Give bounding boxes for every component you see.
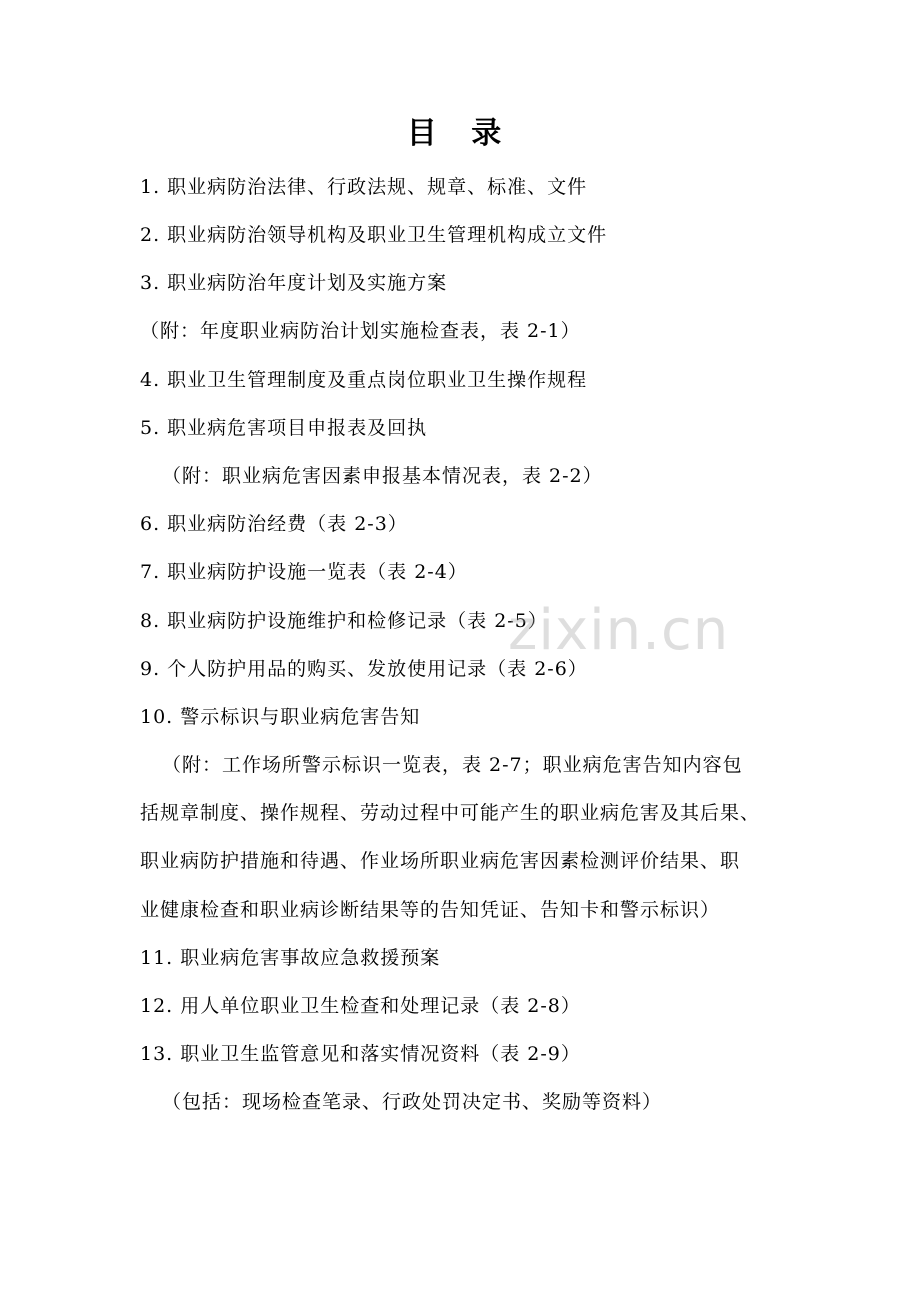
watermark: zixin.cn	[508, 598, 730, 663]
toc-item-10-note-line-2: 括规章制度、操作规程、劳动过程中可能产生的职业病危害及其后果、	[140, 802, 761, 824]
toc-item-12: 12. 用人单位职业卫生检查和处理记录（表 2-8）	[140, 995, 581, 1017]
toc-item-11: 11. 职业病危害事故应急救援预案	[140, 947, 441, 969]
toc-item-9: 9. 个人防护用品的购买、发放使用记录（表 2-6）	[140, 658, 588, 680]
toc-item-5: 5. 职业病危害项目申报表及回执	[140, 417, 428, 439]
toc-item-4: 4. 职业卫生管理制度及重点岗位职业卫生操作规程	[140, 369, 588, 391]
toc-item-3: 3. 职业病防治年度计划及实施方案	[140, 272, 448, 294]
toc-item-5-note: （附：职业病危害因素申报基本情况表，表 2-2）	[162, 465, 603, 487]
toc-item-3-note: （附：年度职业病防治计划实施检查表，表 2-1）	[140, 320, 581, 342]
toc-item-6: 6. 职业病防治经费（表 2-3）	[140, 513, 408, 535]
toc-item-10-note-line-3: 职业病防护措施和待遇、作业场所职业病危害因素检测评价结果、职	[140, 850, 741, 872]
toc-item-10: 10. 警示标识与职业病危害告知	[140, 706, 421, 728]
page-title: 目 录	[406, 116, 514, 151]
toc-item-13: 13. 职业卫生监管意见和落实情况资料（表 2-9）	[140, 1043, 581, 1065]
toc-item-8: 8. 职业病防护设施维护和检修记录（表 2-5）	[140, 610, 548, 632]
toc-item-10-note-line-1: （附：工作场所警示标识一览表，表 2-7；职业病危害告知内容包	[162, 754, 743, 776]
toc-item-10-note-line-4: 业健康检查和职业病诊断结果等的告知凭证、告知卡和警示标识）	[140, 899, 721, 921]
toc-item-13-note: （包括：现场检查笔录、行政处罚决定书、奖励等资料）	[162, 1091, 663, 1113]
toc-item-2: 2. 职业病防治领导机构及职业卫生管理机构成立文件	[140, 224, 608, 246]
toc-item-1: 1. 职业病防治法律、行政法规、规章、标准、文件	[140, 176, 588, 198]
toc-item-7: 7. 职业病防护设施一览表（表 2-4）	[140, 561, 468, 583]
